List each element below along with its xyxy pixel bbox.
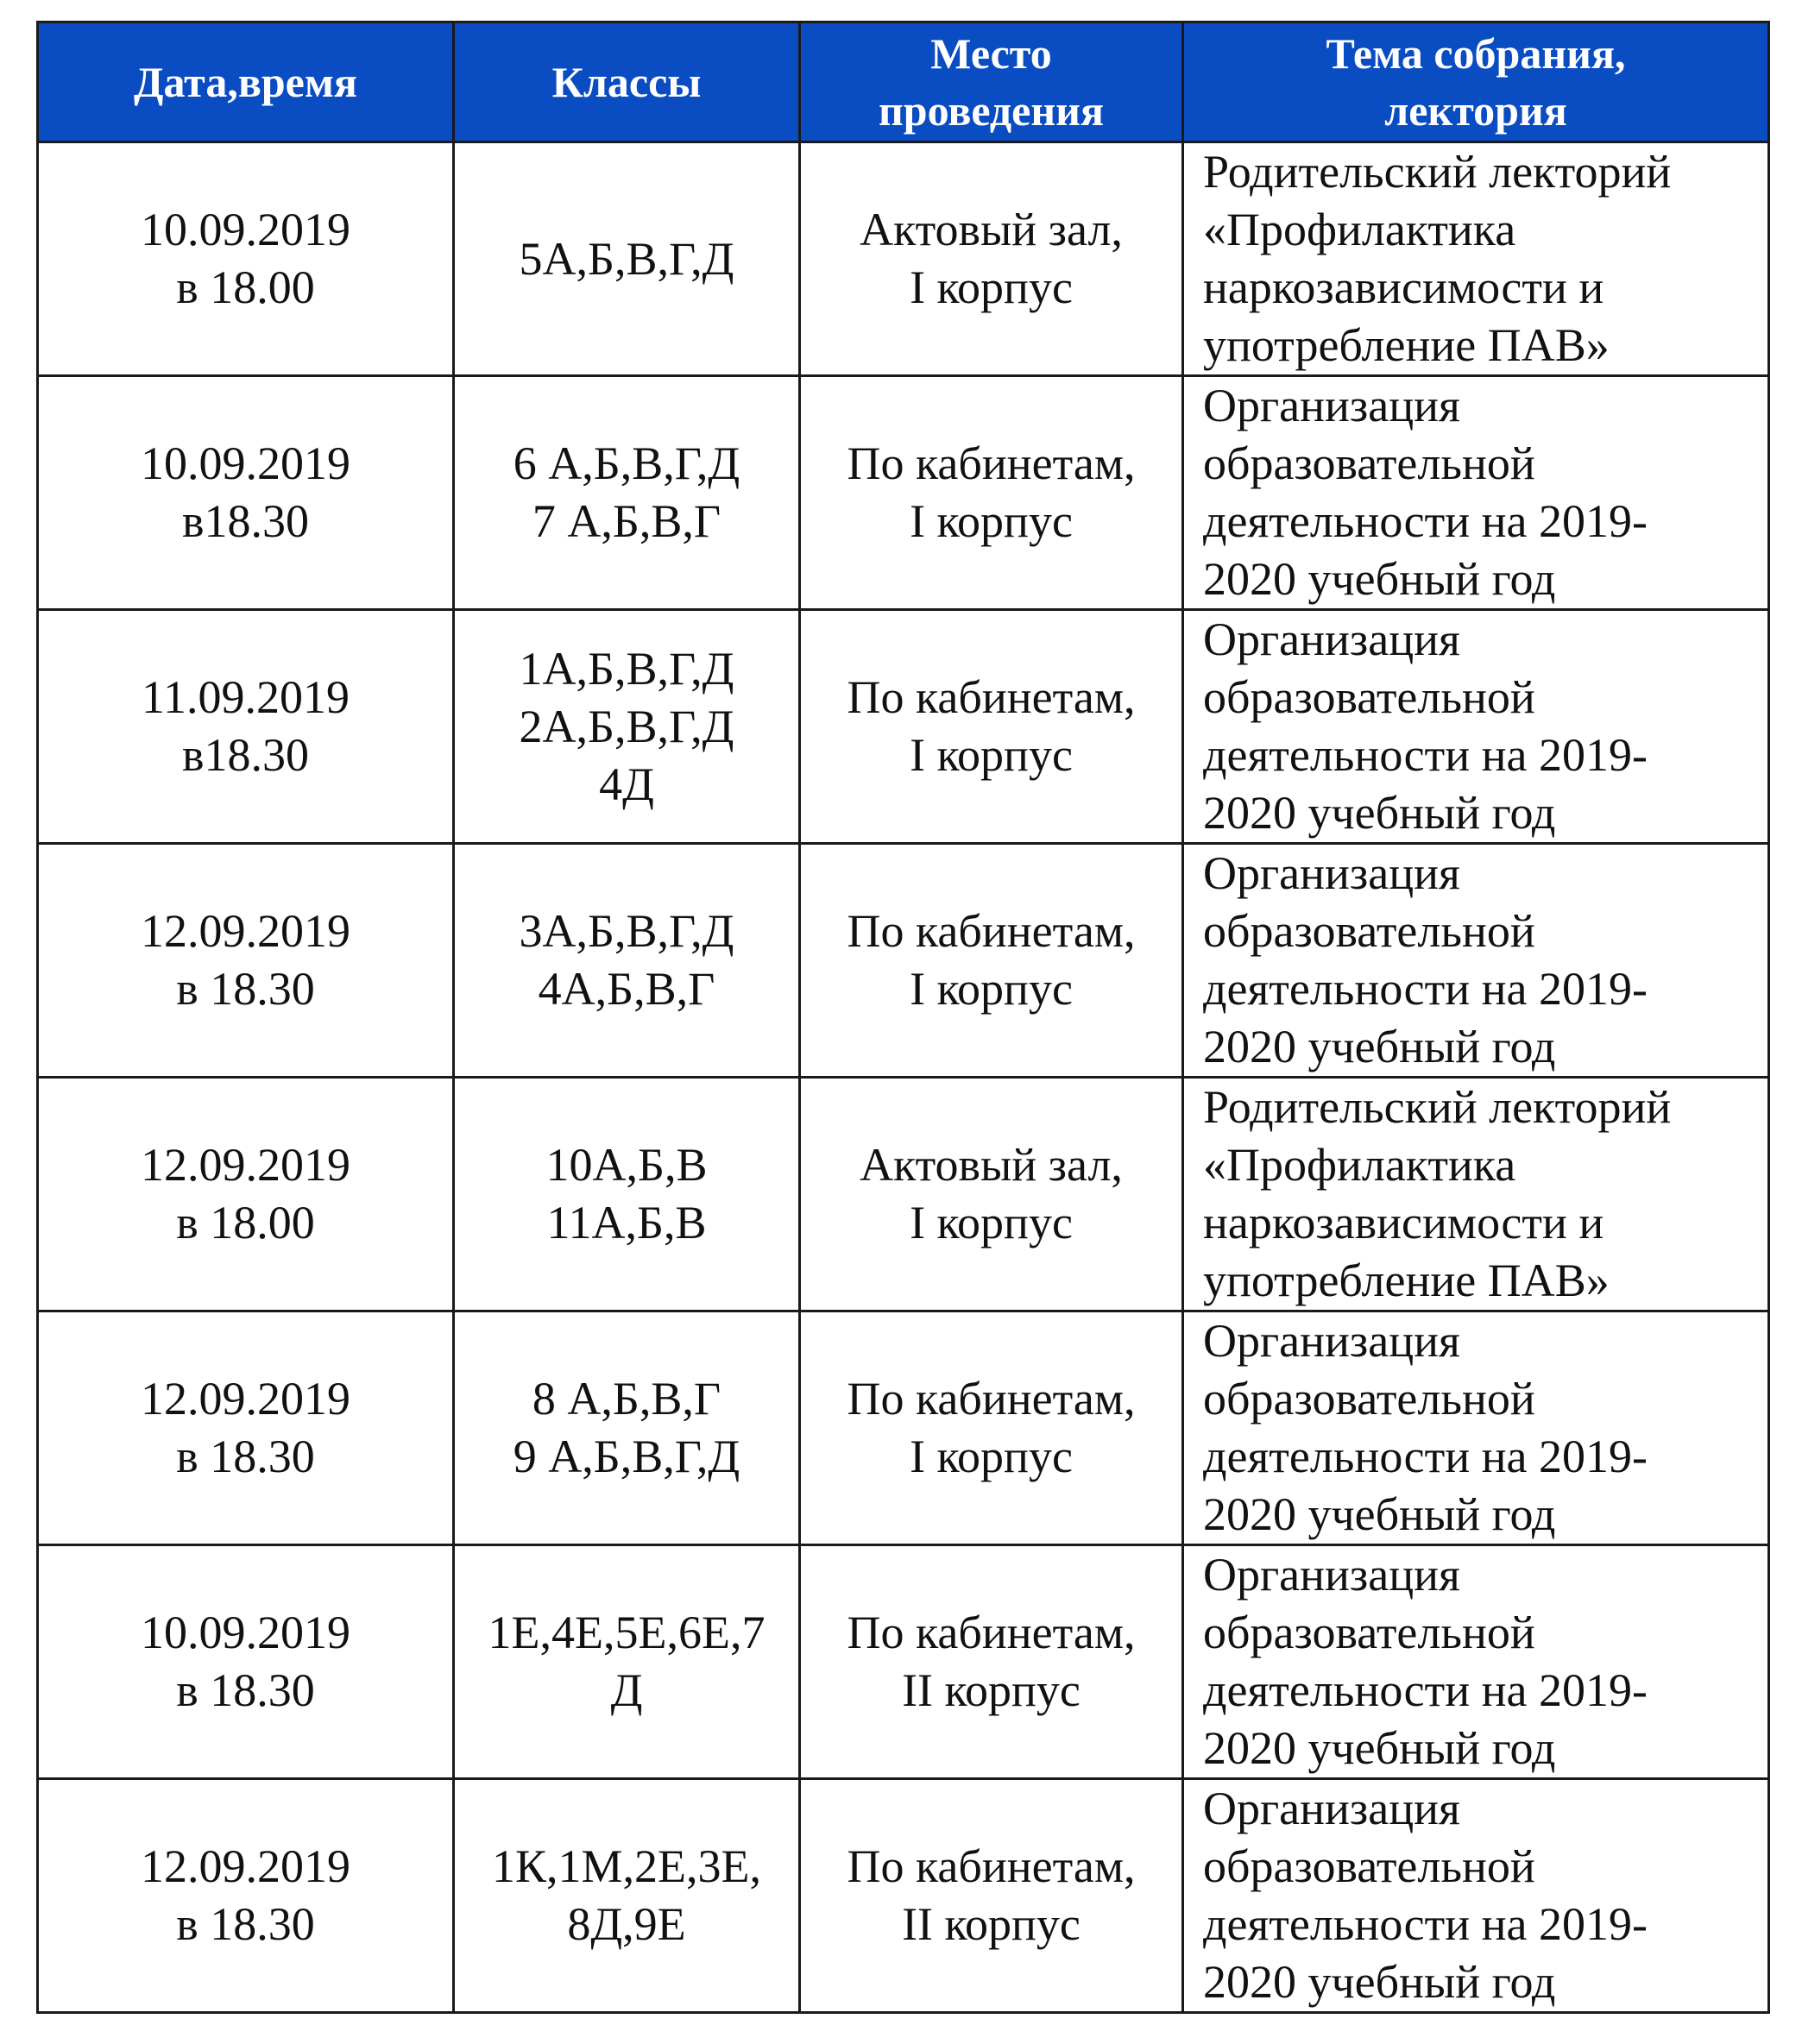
date-cell-line: 10.09.2019 bbox=[141, 437, 350, 489]
header-topic bbox=[1183, 22, 1769, 142]
classes-cell-line: 11А,Б,В bbox=[546, 1197, 707, 1248]
date-cell bbox=[38, 376, 454, 610]
place-cell-line: I корпус bbox=[910, 963, 1073, 1015]
classes-cell bbox=[454, 844, 800, 1078]
topic-cell-line: образовательной bbox=[1203, 905, 1535, 957]
topic-cell-line: Организация bbox=[1203, 613, 1460, 665]
topic-cell-line: образовательной bbox=[1203, 671, 1535, 723]
header-classes-text: Классы bbox=[551, 58, 702, 106]
table-row bbox=[38, 1545, 1769, 1779]
place-cell bbox=[800, 844, 1183, 1078]
classes-cell-line: 4А,Б,В,Г bbox=[538, 963, 715, 1015]
place-cell bbox=[800, 376, 1183, 610]
date-cell bbox=[38, 610, 454, 844]
topic-cell-line: Организация bbox=[1203, 1783, 1460, 1834]
date-cell-line: 12.09.2019 bbox=[141, 905, 350, 957]
header-date-time bbox=[38, 22, 454, 142]
topic-cell-line: 2020 учебный год bbox=[1203, 553, 1556, 605]
header-classes bbox=[454, 22, 800, 142]
table-row bbox=[38, 1078, 1769, 1311]
classes-cell bbox=[454, 1078, 800, 1311]
place-cell-line: I корпус bbox=[910, 729, 1073, 781]
classes-cell-line: 1Е,4Е,5Е,6Е,7 bbox=[488, 1607, 766, 1658]
topic-cell-line: образовательной bbox=[1203, 1607, 1535, 1658]
date-cell-line: 11.09.2019 bbox=[142, 671, 350, 723]
table-row bbox=[38, 1779, 1769, 2013]
header-place-line-1: Место bbox=[930, 29, 1052, 78]
topic-cell-line: употребление ПАВ» bbox=[1203, 319, 1610, 371]
topic-cell-line: 2020 учебный год bbox=[1203, 1488, 1556, 1540]
schedule-sheet bbox=[36, 21, 1767, 2014]
classes-cell bbox=[454, 1779, 800, 2013]
header-date-time-text: Дата,время bbox=[134, 58, 357, 106]
header-place bbox=[800, 22, 1183, 142]
topic-cell-line: 2020 учебный год bbox=[1203, 787, 1556, 839]
topic-cell bbox=[1183, 376, 1769, 610]
date-cell bbox=[38, 142, 454, 376]
place-cell bbox=[800, 1779, 1183, 2013]
classes-cell-line: 1К,1М,2Е,3Е, bbox=[491, 1840, 761, 1892]
topic-cell-line: «Профилактика bbox=[1203, 1139, 1516, 1191]
place-cell bbox=[800, 1078, 1183, 1311]
table-row bbox=[38, 1311, 1769, 1545]
date-cell-line: 12.09.2019 bbox=[141, 1840, 350, 1892]
classes-cell-line: 4Д bbox=[599, 758, 654, 810]
topic-cell-line: образовательной bbox=[1203, 1373, 1535, 1425]
place-cell-line: II корпус bbox=[902, 1664, 1081, 1716]
date-cell-line: в18.30 bbox=[182, 495, 309, 547]
place-cell-line: I корпус bbox=[910, 495, 1073, 547]
place-cell-line: I корпус bbox=[910, 261, 1073, 313]
schedule-body bbox=[38, 142, 1769, 2013]
table-row bbox=[38, 376, 1769, 610]
topic-cell-line: образовательной bbox=[1203, 1840, 1535, 1892]
date-cell-line: в 18.30 bbox=[176, 1431, 315, 1482]
classes-cell bbox=[454, 1545, 800, 1779]
table-row bbox=[38, 610, 1769, 844]
topic-cell-line: 2020 учебный год bbox=[1203, 1021, 1556, 1072]
topic-cell-line: Организация bbox=[1203, 380, 1460, 431]
topic-cell bbox=[1183, 844, 1769, 1078]
topic-cell-line: деятельности на 2019- bbox=[1203, 729, 1648, 781]
classes-cell-line: 6 А,Б,В,Г,Д bbox=[513, 437, 740, 489]
date-cell-line: 12.09.2019 bbox=[141, 1373, 350, 1425]
topic-cell-line: Организация bbox=[1203, 1549, 1460, 1601]
date-cell-line: 10.09.2019 bbox=[141, 1607, 350, 1658]
place-cell-line: I корпус bbox=[910, 1197, 1073, 1248]
classes-cell-line: 7 А,Б,В,Г bbox=[532, 495, 721, 547]
place-cell-line: Актовый зал, bbox=[860, 1139, 1123, 1191]
topic-cell-line: деятельности на 2019- bbox=[1203, 495, 1648, 547]
header-row bbox=[38, 22, 1769, 142]
header-topic-line-1: Тема собрания, bbox=[1326, 29, 1626, 78]
date-cell bbox=[38, 1545, 454, 1779]
classes-cell-line: 1А,Б,В,Г,Д bbox=[519, 642, 734, 695]
place-cell bbox=[800, 1311, 1183, 1545]
place-cell-line: По кабинетам, bbox=[847, 905, 1136, 957]
date-cell bbox=[38, 1779, 454, 2013]
topic-cell-line: 2020 учебный год bbox=[1203, 1722, 1556, 1774]
topic-cell bbox=[1183, 610, 1769, 844]
topic-cell-line: Организация bbox=[1203, 847, 1460, 899]
place-cell bbox=[800, 1545, 1183, 1779]
classes-cell-line: 5А,Б,В,Г,Д bbox=[519, 232, 734, 285]
table-row bbox=[38, 142, 1769, 376]
place-cell-line: По кабинетам, bbox=[847, 1607, 1136, 1658]
classes-cell-line: 3А,Б,В,Г,Д bbox=[519, 905, 734, 957]
date-cell-line: в 18.30 bbox=[176, 963, 315, 1015]
date-cell-line: в 18.30 bbox=[176, 1898, 315, 1950]
classes-cell-line: Д bbox=[610, 1664, 643, 1716]
topic-cell-line: деятельности на 2019- bbox=[1203, 1664, 1648, 1716]
place-cell bbox=[800, 142, 1183, 376]
classes-cell-line: 9 А,Б,В,Г,Д bbox=[513, 1431, 740, 1482]
classes-cell bbox=[454, 610, 800, 844]
topic-cell-line: деятельности на 2019- bbox=[1203, 963, 1648, 1015]
date-cell-line: в18.30 bbox=[182, 729, 309, 781]
classes-cell-line: 2А,Б,В,Г,Д bbox=[519, 700, 734, 752]
date-cell-line: 10.09.2019 bbox=[141, 204, 350, 255]
meeting-schedule-table bbox=[36, 21, 1770, 2014]
topic-cell-line: образовательной bbox=[1203, 437, 1535, 489]
classes-cell bbox=[454, 142, 800, 376]
place-cell-line: По кабинетам, bbox=[847, 437, 1136, 489]
place-cell-line: I корпус bbox=[910, 1431, 1073, 1482]
place-cell-line: По кабинетам, bbox=[847, 1373, 1136, 1425]
place-cell bbox=[800, 610, 1183, 844]
header-place-line-2: проведения bbox=[878, 86, 1105, 135]
date-cell-line: в 18.00 bbox=[176, 261, 315, 313]
topic-cell-line: деятельности на 2019- bbox=[1203, 1431, 1648, 1482]
topic-cell bbox=[1183, 142, 1769, 376]
place-cell-line: По кабинетам, bbox=[847, 1840, 1136, 1892]
classes-cell bbox=[454, 1311, 800, 1545]
topic-cell bbox=[1183, 1779, 1769, 2013]
topic-cell-line: Родительский лекторий bbox=[1203, 146, 1672, 198]
topic-cell-line: деятельности на 2019- bbox=[1203, 1898, 1648, 1950]
header-topic-line-2: лектория bbox=[1384, 86, 1567, 135]
classes-cell-line: 8Д,9Е bbox=[567, 1898, 686, 1950]
topic-cell bbox=[1183, 1078, 1769, 1311]
classes-cell-line: 10А,Б,В bbox=[545, 1139, 708, 1191]
place-cell-line: Актовый зал, bbox=[860, 204, 1123, 255]
topic-cell-line: «Профилактика bbox=[1203, 204, 1516, 255]
topic-cell-line: 2020 учебный год bbox=[1203, 1956, 1556, 2008]
date-cell-line: в 18.00 bbox=[176, 1197, 315, 1248]
date-cell bbox=[38, 844, 454, 1078]
topic-cell-line: наркозависимости и bbox=[1203, 1197, 1604, 1248]
topic-cell-line: наркозависимости и bbox=[1203, 261, 1604, 313]
topic-cell bbox=[1183, 1311, 1769, 1545]
classes-cell-line: 8 А,Б,В,Г bbox=[532, 1373, 721, 1425]
date-cell-line: 12.09.2019 bbox=[141, 1139, 350, 1191]
date-cell bbox=[38, 1311, 454, 1545]
table-row bbox=[38, 844, 1769, 1078]
topic-cell-line: Родительский лекторий bbox=[1203, 1081, 1672, 1133]
topic-cell-line: Организация bbox=[1203, 1315, 1460, 1367]
topic-cell bbox=[1183, 1545, 1769, 1779]
date-cell bbox=[38, 1078, 454, 1311]
place-cell-line: По кабинетам, bbox=[847, 671, 1136, 723]
place-cell-line: II корпус bbox=[902, 1898, 1081, 1950]
classes-cell bbox=[454, 376, 800, 610]
topic-cell-line: употребление ПАВ» bbox=[1203, 1255, 1610, 1306]
date-cell-line: в 18.30 bbox=[176, 1664, 315, 1716]
